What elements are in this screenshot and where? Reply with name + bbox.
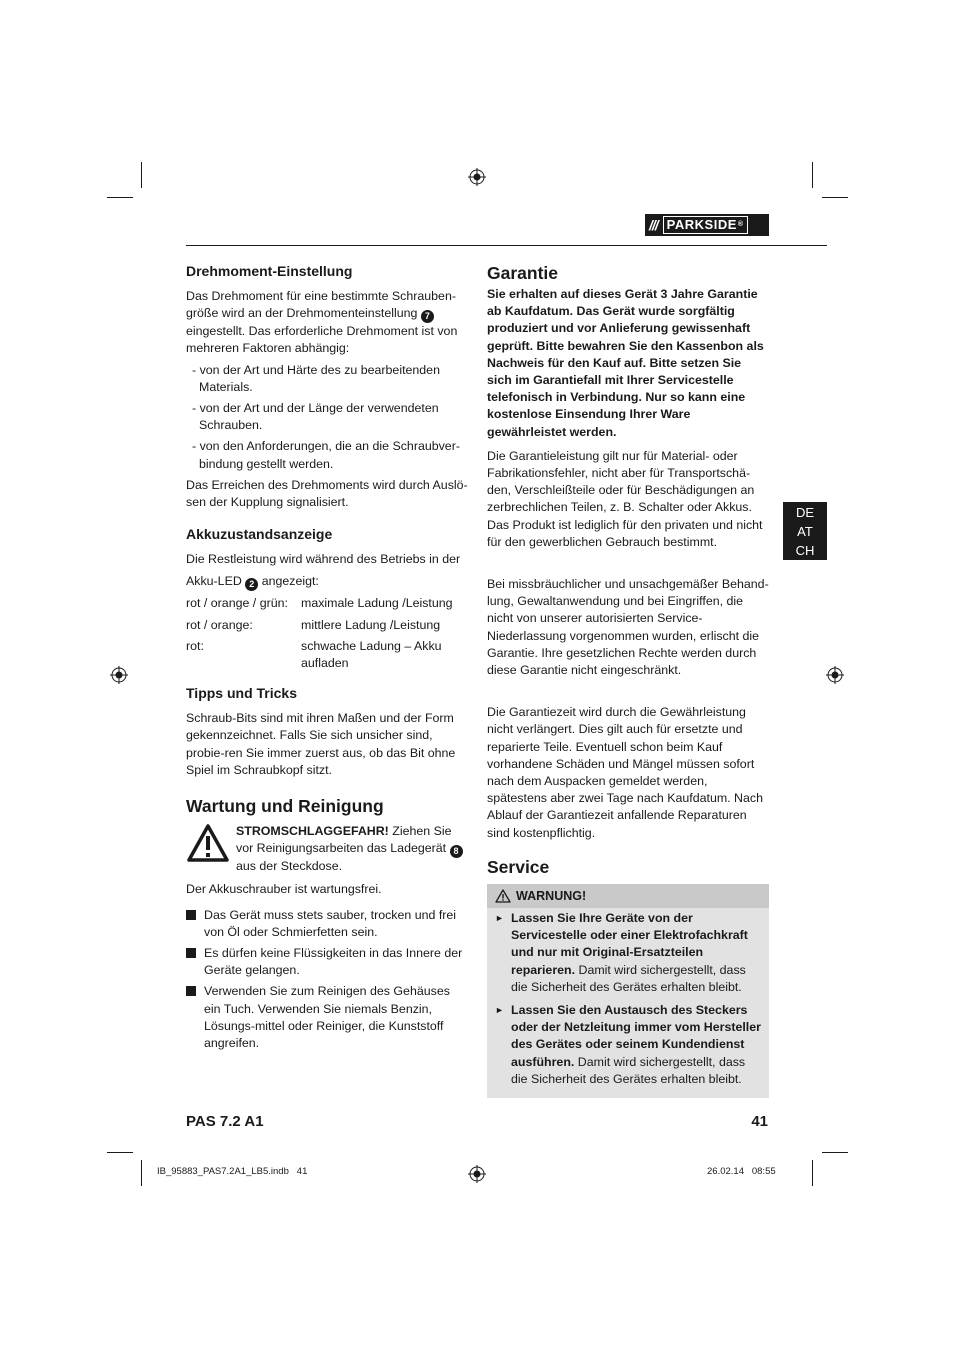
registration-mark-icon xyxy=(468,168,486,186)
section-heading-warranty: Garantie xyxy=(487,263,558,283)
list-item: - von der Art und Härte des zu bearbeitenden Materials. xyxy=(192,362,440,394)
registration-mark-icon xyxy=(468,1165,486,1183)
paragraph: Akku-LED 2 angezeigt: xyxy=(186,574,319,590)
print-slug-date: 26.02.14 08:55 xyxy=(707,1166,776,1177)
left-column xyxy=(186,262,469,1056)
warning-triangle-icon xyxy=(495,889,511,903)
electric-shock-warning: STROMSCHLAGGEFAHR! Ziehen Sie vor Reinigungsarbeiten das Ladegerät 8 aus der Steckdose. xyxy=(186,823,469,875)
led-value: maximale Ladung /Leistung xyxy=(301,596,453,611)
list-item: ► Lassen Sie Ihre Geräte von der Servicestelle oder einer Elektrofachkraft und nur mit Original-Ersatzteilen reparieren. Damit wird sichergestellt, dass die Sicherheit des Gerätes erhalten bleibt. xyxy=(487,908,769,1000)
crop-mark xyxy=(822,197,848,198)
crop-mark xyxy=(812,1160,813,1186)
led-value: mittlere Ladung /Leistung xyxy=(301,617,441,632)
paragraph: Der Akkuschrauber ist wartungsfrei. xyxy=(186,882,382,897)
list-item: ► Lassen Sie den Austausch des Steckers oder der Netzleitung immer vom Hersteller des Gerätes oder seinem Kundendienst ausführen. Damit wird sichergestellt, dass die Sicherheit des Gerätes erhalten bleibt. xyxy=(487,1000,769,1092)
print-slug-file: IB_95883_PAS7.2A1_LB5.indb 41 xyxy=(157,1166,308,1177)
section-heading-torque: Drehmoment-Einstellung xyxy=(186,263,353,279)
led-value: schwache Ladung – Akku aufladen xyxy=(301,638,442,671)
led-label: rot / orange: xyxy=(186,617,253,632)
right-column xyxy=(487,262,769,1098)
list-item: Das Gerät muss stets sauber, trocken und frei von Öl oder Schmierfetten sein. xyxy=(186,907,469,941)
service-warning-box xyxy=(487,884,769,1098)
paragraph: Die Garantieleistung gilt nur für Material- oder Fabrikationsfehler, nicht aber für Transportschä-den, Verschleißteile oder für Beschädigungen an zerbrechlichen Teilen, z. B. Schalter oder Akkus. Das Produkt ist lediglich für den privaten und nicht für den gewerblichen Gebrauch bestimmt. xyxy=(487,448,763,549)
square-bullet-icon xyxy=(186,948,196,958)
led-status-table xyxy=(186,595,469,672)
crop-mark xyxy=(141,162,142,188)
crop-mark xyxy=(141,1160,142,1186)
number-badge: 8 xyxy=(450,845,463,858)
led-label: rot: xyxy=(186,638,204,653)
paragraph: Die Garantiezeit wird durch die Gewährleistung nicht verlängert. Dies gilt auch für ersetzte und reparierte Teile. Eventuell schon beim Kauf vorhandene Schäden und Mängel müssen sofort nach dem Auspacken gemeldet werden, spätestens aber zwei Tage nach Kaufdatum. Nach Ablauf der Garantiezeit anfallende Reparaturen sind kostenpflichtig. xyxy=(487,705,763,840)
section-heading-maintenance: Wartung und Reinigung xyxy=(186,796,384,817)
language-tab: DE AT CH xyxy=(783,502,827,560)
arrow-bullet-icon: ► xyxy=(495,1004,504,1015)
paragraph: Das Erreichen des Drehmoments wird durch Auslö-sen der Kupplung signalisiert. xyxy=(186,477,468,510)
number-badge: 2 xyxy=(245,578,258,591)
section-heading-tips: Tipps und Tricks xyxy=(186,685,297,702)
square-bullet-icon xyxy=(186,986,196,996)
warning-triangle-icon xyxy=(186,823,230,863)
model-number: PAS 7.2 A1 xyxy=(186,1113,264,1130)
section-heading-battery: Akkuzustandsanzeige xyxy=(186,526,333,543)
crop-mark xyxy=(107,1152,133,1153)
registration-mark-icon xyxy=(826,666,844,684)
paragraph: Schraub-Bits sind mit ihren Maßen und der Form gekennzeichnet. Falls Sie sich unsicher sind, probie-ren Sie immer zuerst aus, ob das Bit ohne Spiel im Schraubkopf sitzt. xyxy=(186,711,456,777)
header-rule xyxy=(186,245,827,246)
paragraph: Bei missbräuchlicher und unsachgemäßer Behand-lung, Gewaltanwendung und bei Eingriffen, die nicht von unserer autorisierten Service-Niederlassung vorgenommen wurden, erlischt die Garantie. Ihre gesetzlichen Rechte werden durch diese Garantie nicht eingeschränkt. xyxy=(487,577,769,678)
registration-mark-icon xyxy=(110,666,128,684)
crop-mark xyxy=(812,162,813,188)
led-label: rot / orange / grün: xyxy=(186,596,288,611)
paragraph: Sie erhalten auf dieses Gerät 3 Jahre Garantie ab Kaufdatum. Das Gerät wurde sorgfältig produziert und vor Anlieferung gewissenhaft geprüft. Bitte bewahren Sie den Kassenbon als Nachweis für den Kauf auf. Bitte setzen Sie sich im Garantiefall mit Ihrer Servicestelle telefonisch in Verbindung. Nur so kann eine kostenlose Einsendung Ihrer Ware gewährleistet werden. xyxy=(487,287,764,439)
crop-mark xyxy=(107,197,133,198)
number-badge: 7 xyxy=(421,310,434,323)
list-item: Verwenden Sie zum Reinigen des Gehäuses ein Tuch. Verwenden Sie niemals Benzin, Lösungs-mittel oder Reiniger, die Kunststoff angreifen. xyxy=(186,983,469,1052)
list-item: Es dürfen keine Flüssigkeiten in das Innere der Geräte gelangen. xyxy=(186,945,469,979)
paragraph: Die Restleistung wird während des Betriebs in der xyxy=(186,552,461,567)
list-item: - von den Anforderungen, die an die Schraubver-bindung gestellt werden. xyxy=(192,439,460,471)
parkside-logo: /// PARKSIDE® xyxy=(645,214,769,236)
square-bullet-icon xyxy=(186,910,196,920)
warning-header: WARNUNG! xyxy=(487,884,769,908)
list-item: - von der Art und der Länge der verwendeten Schrauben. xyxy=(192,401,439,433)
section-heading-service: Service xyxy=(487,856,550,877)
page-number: 41 xyxy=(751,1113,768,1130)
paragraph: Das Drehmoment für eine bestimmte Schrauben-größe wird an der Drehmomenteinstellung 7 eingestellt. Das erforderliche Drehmoment ist von mehreren Faktoren abhängig: xyxy=(186,289,458,356)
crop-mark xyxy=(822,1152,848,1153)
arrow-bullet-icon: ► xyxy=(495,912,504,923)
